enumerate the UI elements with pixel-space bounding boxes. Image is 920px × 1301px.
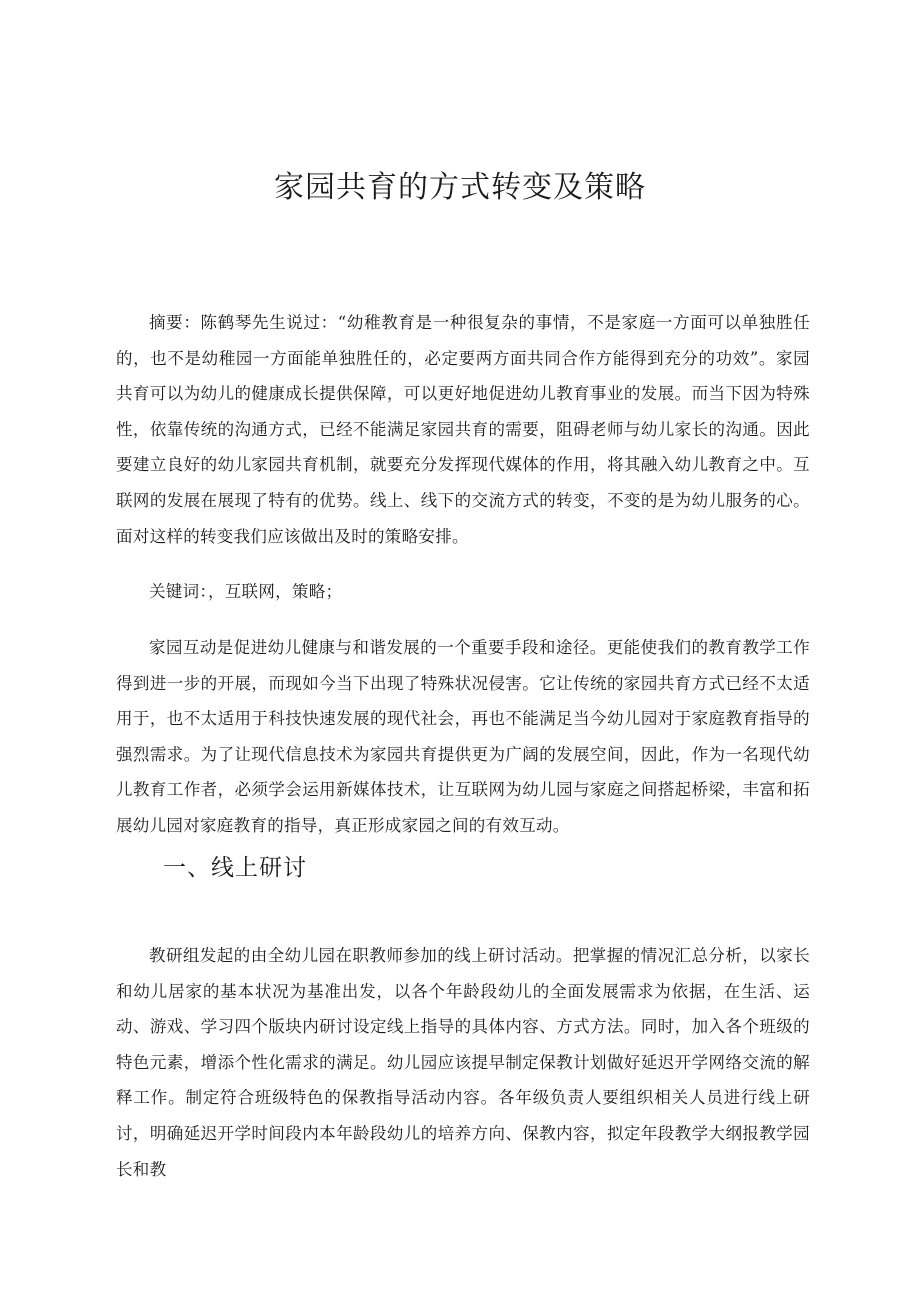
intro-paragraph: 家园互动是促进幼儿健康与和谐发展的一个重要手段和途径。更能使我们的教育教学工作得到进一步的开展，而现如今当下出现了特殊状况侵害。它让传统的家园共育方式已经不太适用于，也不太适用于科技快速发展的现代社会，再也不能满足当今幼儿园对于家庭教育指导的强烈需求。为了让现代信息技术为家园共育提供更为广阔的发展空间，因此，作为一名现代幼儿教育工作者，必须学会运用新媒体技术，让互联网为幼儿园与家庭之间搭起桥梁，丰富和拓展幼儿园对家庭教育的指导，真正形成家园之间的有效互动。 (116, 638, 810, 835)
section-heading-online-discussion: 一、线上研讨 (163, 855, 307, 881)
section-body-paragraph: 教研组发起的由全幼儿园在职教师参加的线上研讨活动。把掌握的情况汇总分析，以家长和幼儿居家的基本状况为基准出发，以各个年龄段幼儿的全面发展需求为依据，在生活、运动、游戏、学习四个版块内研讨设定线上指导的具体内容、方式方法。同时，加入各个班级的特色元素，增添个性化需求的满足。幼儿园应该提早制定保教计划做好延迟开学网络交流的解释工作。制定符合班级特色的保教指导活动内容。各年级负责人要组织相关人员进行线上研讨，明确延迟开学时间段内本年龄段幼儿的培养方向、保教内容，拟定年段教学大纲报教学园长和教 (116, 946, 810, 1179)
abstract-paragraph: 摘要：陈鹤琴先生说过：“幼稚教育是一种很复杂的事情，不是家庭一方面可以单独胜任的，也不是幼稚园一方面能单独胜任的，必定要两方面共同合作方能得到充分的功效”。家园共育可以为幼儿的健康成长提供保障，可以更好地促进幼儿教育事业的发展。而当下因为特殊性，依靠传统的沟通方式，已经不能满足家园共育的需要，阻碍老师与幼儿家长的沟通。因此要建立良好的幼儿家园共育机制，就要充分发挥现代媒体的作用，将其融入幼儿教育之中。互联网的发展在展现了特有的优势。线上、线下的交流方式的转变，不变的是为幼儿服务的心。面对这样的转变我们应该做出及时的策略安排。 (116, 313, 810, 546)
document-title: 家园共育的方式转变及策略 (274, 170, 646, 205)
keywords-paragraph: 关键词：，互联网，策略； (149, 582, 343, 601)
